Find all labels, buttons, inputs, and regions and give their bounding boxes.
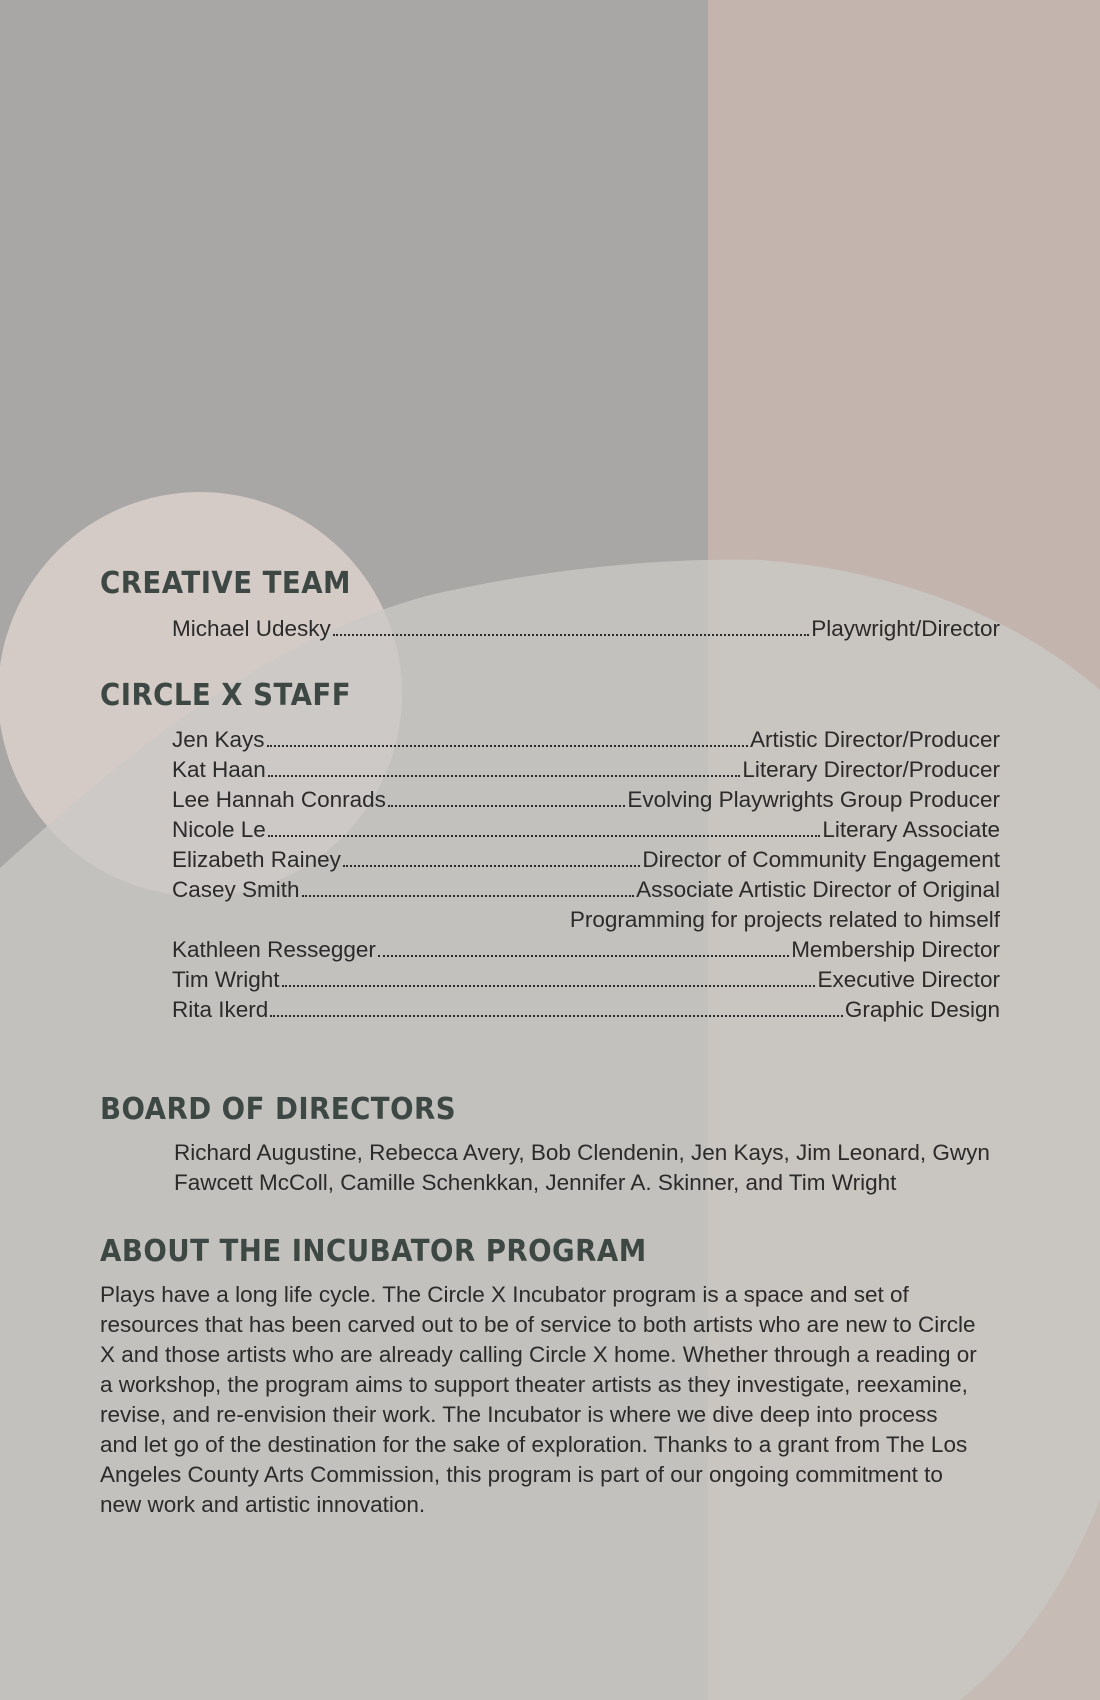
dot-leader: [388, 797, 625, 807]
creative-team-heading: CREATIVE TEAM: [100, 566, 351, 601]
dot-leader: [270, 1007, 843, 1017]
creative-team-list: [172, 614, 1000, 644]
dot-leader: [268, 827, 821, 837]
about-heading: ABOUT THE INCUBATOR PROGRAM: [100, 1234, 647, 1269]
staff-entry: [172, 935, 1000, 965]
staff-entry: [172, 965, 1000, 995]
dot-leader: [282, 977, 816, 987]
staff-name: Rita Ikerd: [172, 997, 269, 1022]
board-members: Richard Augustine, Rebecca Avery, Bob Clendenin, Jen Kays, Jim Leonard, Gwyn Fawcett McColl, Camille Schenkkan, Jennifer A. Skinner, and Tim Wright: [174, 1140, 990, 1195]
staff-heading: CIRCLE X STAFF: [100, 678, 352, 713]
credit-role: Playwright/Director: [811, 616, 1000, 641]
staff-entry: [172, 845, 1000, 875]
staff-entry: [172, 815, 1000, 845]
staff-role: Membership Director: [791, 937, 1000, 962]
staff-entry: [172, 875, 1000, 905]
staff-role: Evolving Playwrights Group Producer: [627, 787, 1000, 812]
staff-role: Associate Artistic Director of Original: [636, 877, 1000, 902]
dot-leader: [268, 767, 741, 777]
staff-role: Graphic Design: [844, 997, 1000, 1022]
board-heading: BOARD OF DIRECTORS: [100, 1092, 457, 1127]
staff-name: Casey Smith: [172, 877, 300, 902]
dot-leader: [267, 737, 748, 747]
staff-role: Executive Director: [817, 967, 1000, 992]
dot-leader: [333, 626, 809, 636]
staff-role: Literary Associate: [822, 817, 1000, 842]
staff-entry: [172, 995, 1000, 1025]
staff-name: Kathleen Ressegger: [172, 937, 376, 962]
staff-entry: [172, 725, 1000, 755]
staff-name: Elizabeth Rainey: [172, 847, 341, 872]
about-body: Plays have a long life cycle. The Circle X Incubator program is a space and set of resources that has been carved out to be of service to both artists who are new to Circle X and those artists who are already calling Circle X home. Whether through a reading or a workshop, the program aims to support theater artists as they investigate, reexamine, revise, and re-envision their work. The Incubator is where we dive deep into process and let go of the destination for the sake of exploration. Thanks to a grant from The Los Angeles County Arts Commission, this program is part of our ongoing commitment to new work and artistic innovation.: [100, 1282, 977, 1517]
staff-role-continuation: Programming for projects related to himself: [569, 907, 1000, 932]
staff-role: Literary Director/Producer: [742, 757, 1000, 782]
dot-leader: [378, 947, 789, 957]
staff-name: Nicole Le: [172, 817, 266, 842]
staff-list: [172, 725, 1000, 1025]
dot-leader: [343, 857, 640, 867]
staff-role: Artistic Director/Producer: [749, 727, 1000, 752]
staff-entry: [172, 785, 1000, 815]
credit-entry: [172, 614, 1000, 644]
credit-name: Michael Udesky: [172, 616, 331, 641]
staff-name: Lee Hannah Conrads: [172, 787, 386, 812]
staff-role: Director of Community Engagement: [642, 847, 1000, 872]
staff-entry: [172, 755, 1000, 785]
dot-leader: [302, 887, 635, 897]
staff-name: Kat Haan: [172, 757, 266, 782]
staff-name: Jen Kays: [172, 727, 265, 752]
staff-name: Tim Wright: [172, 967, 280, 992]
